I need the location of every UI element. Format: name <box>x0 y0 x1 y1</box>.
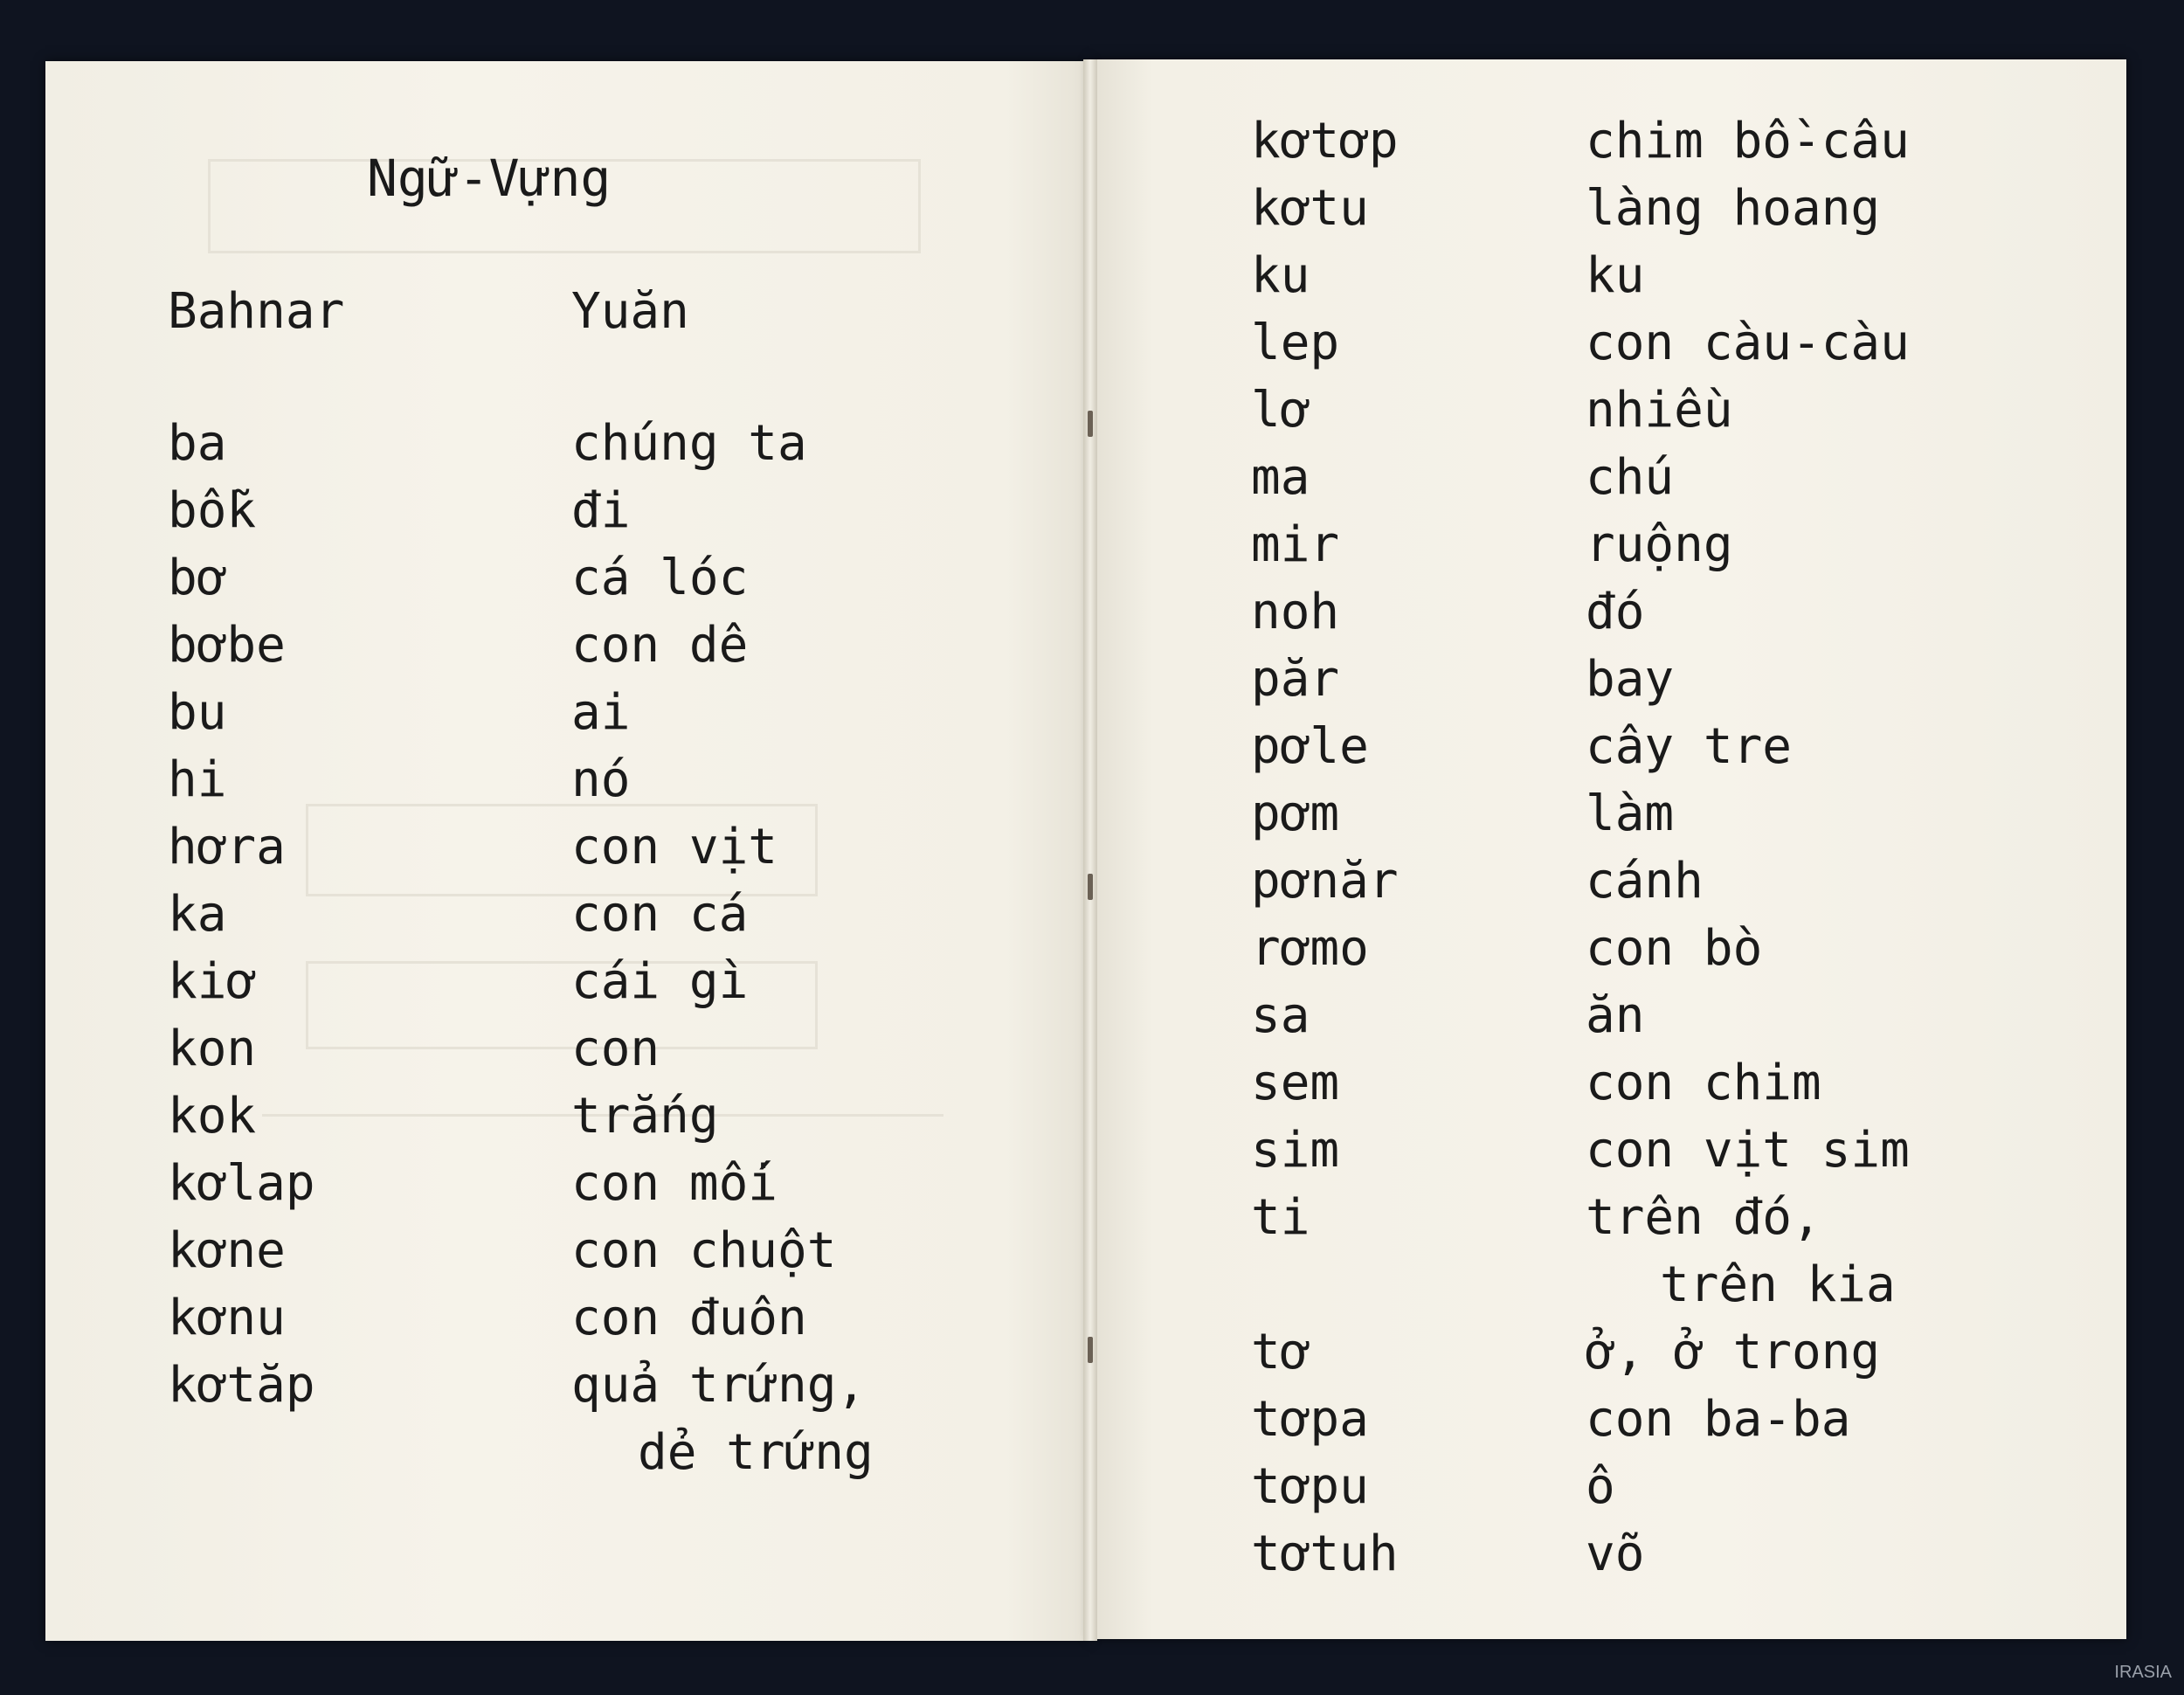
yuan-translation: quả trứng, <box>571 1357 867 1414</box>
bahnar-word: tơ <box>1251 1324 1310 1380</box>
bahnar-word: kon <box>168 1020 257 1077</box>
watermark: IRASIA <box>2114 1663 2172 1682</box>
bahnar-word: lep <box>1251 315 1340 371</box>
bahnar-word: kơlap <box>168 1155 315 1212</box>
yuan-translation: con <box>571 1020 660 1077</box>
yuan-translation: ăn <box>1586 987 1645 1044</box>
bahnar-word: ka <box>168 886 227 943</box>
bahnar-word: kơnu <box>168 1290 286 1346</box>
yuan-translation: ruộng <box>1586 516 1733 573</box>
yuan-translation: con càu-càu <box>1586 315 1910 371</box>
bahnar-word: kơne <box>168 1222 286 1279</box>
bahnar-word: kok <box>168 1088 257 1145</box>
bahnar-word: hi <box>168 751 227 808</box>
yuan-translation: nó <box>571 751 631 808</box>
yuan-translation-continued: trên kia <box>1660 1256 1896 1313</box>
staple <box>1088 411 1093 437</box>
staple <box>1088 874 1093 900</box>
yuan-translation: con đuôn <box>571 1290 807 1346</box>
bahnar-word: kơtơp <box>1251 113 1399 170</box>
yuan-translation: con dê <box>571 617 749 674</box>
staple <box>1088 1337 1093 1363</box>
bahnar-word: ti <box>1251 1189 1310 1246</box>
book-gutter <box>1083 59 1097 1641</box>
yuan-translation: võ <box>1586 1526 1645 1582</box>
bahnar-word: sem <box>1251 1055 1340 1111</box>
bahnar-word: kiơ <box>168 953 257 1010</box>
yuan-translation: bay <box>1586 651 1675 708</box>
yuan-translation: con vịt sim <box>1586 1122 1910 1179</box>
bahnar-word: mir <box>1251 516 1340 573</box>
bahnar-word: ku <box>1251 247 1310 304</box>
bahnar-word: pơm <box>1251 785 1340 842</box>
bahnar-word: tơpa <box>1251 1391 1369 1448</box>
bahnar-word: bu <box>168 684 227 741</box>
yuan-translation: ai <box>571 684 631 741</box>
yuan-translation: cây tre <box>1586 718 1793 775</box>
yuan-translation: ở, ở trong <box>1586 1324 1881 1380</box>
yuan-translation: cái gì <box>571 953 749 1010</box>
yuan-translation: chú <box>1586 449 1675 506</box>
yuan-translation: làng hoang <box>1586 180 1881 237</box>
bahnar-word: bỗk <box>168 482 257 539</box>
yuan-translation: con ba-ba <box>1586 1391 1851 1448</box>
bahnar-word: rơmo <box>1251 920 1369 977</box>
yuan-translation: con chuột <box>571 1222 837 1279</box>
bahnar-word: hơra <box>168 819 286 875</box>
yuan-translation: con vịt <box>571 819 778 875</box>
page-title: Ngữ-Vựng <box>367 149 612 208</box>
bahnar-word: ma <box>1251 449 1310 506</box>
yuan-translation: đó <box>1586 584 1645 640</box>
yuan-translation: con chim <box>1586 1055 1821 1111</box>
yuan-translation: đi <box>571 482 631 539</box>
yuan-translation: trắng <box>571 1088 719 1145</box>
yuan-translation: trên đó, <box>1586 1189 1821 1246</box>
bahnar-word: păr <box>1251 651 1340 708</box>
bahnar-word: kơtu <box>1251 180 1369 237</box>
yuan-translation: chim bồ-câu <box>1586 113 1910 170</box>
column-header-bahnar: Bahnar <box>168 283 345 340</box>
bahnar-word: pơle <box>1251 718 1369 775</box>
bahnar-word: sa <box>1251 987 1310 1044</box>
bahnar-word: sim <box>1251 1122 1340 1179</box>
bahnar-word: ba <box>168 415 227 472</box>
yuan-translation: làm <box>1586 785 1675 842</box>
bahnar-word: tơtuh <box>1251 1526 1399 1582</box>
yuan-translation: cá lóc <box>571 550 749 606</box>
bahnar-word: lơ <box>1251 382 1310 439</box>
bahnar-word: kơtăp <box>168 1357 315 1414</box>
bahnar-word: bơbe <box>168 617 286 674</box>
yuan-translation: cánh <box>1586 853 1704 910</box>
bahnar-word: tơpu <box>1251 1458 1369 1515</box>
yuan-translation: con cá <box>571 886 749 943</box>
yuan-translation: ku <box>1586 247 1645 304</box>
bahnar-word: pơnăr <box>1251 853 1399 910</box>
yuan-translation: con mối <box>571 1155 778 1212</box>
yuan-translation: con bò <box>1586 920 1763 977</box>
yuan-translation: chúng ta <box>571 415 807 472</box>
bahnar-word: bơ <box>168 550 227 606</box>
yuan-translation: ô <box>1586 1458 1615 1515</box>
bahnar-word: noh <box>1251 584 1340 640</box>
column-header-yuan: Yuăn <box>571 283 689 340</box>
yuan-translation: nhiều <box>1586 382 1733 439</box>
yuan-translation-continued: dẻ trứng <box>638 1424 874 1481</box>
